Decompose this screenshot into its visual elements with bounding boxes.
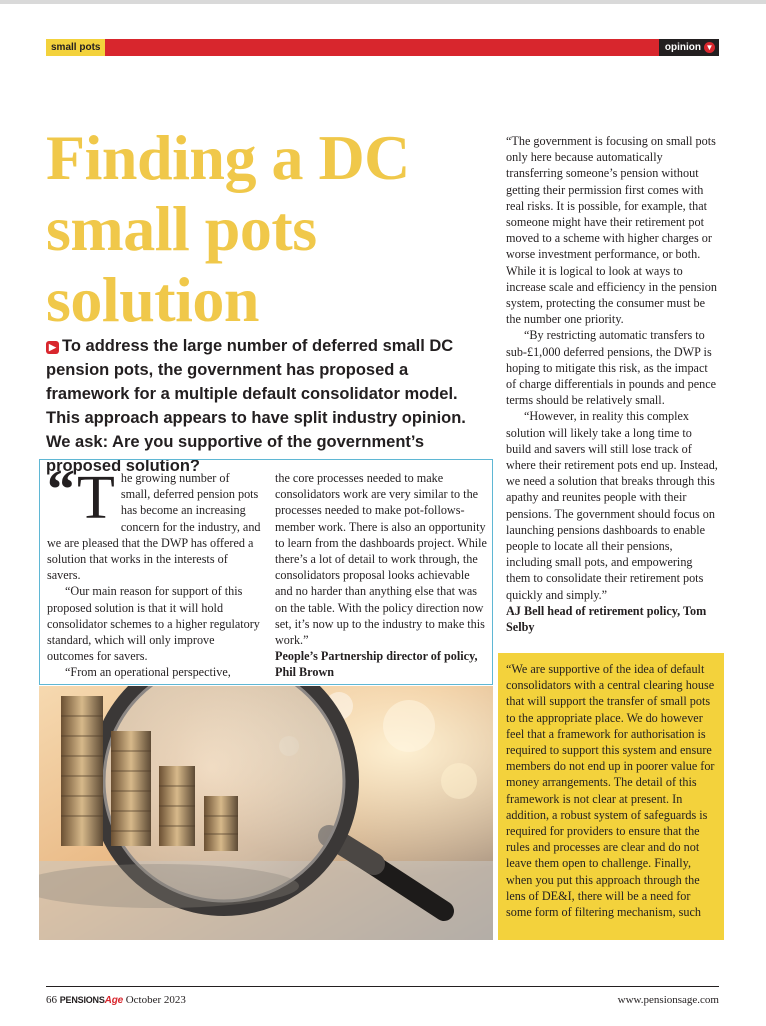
arrow-right-icon: ▶ (46, 341, 59, 354)
quote2-paragraph-1: “The government is focusing on small pots only here because automatically transferring someone’s pension without getting their permission first comes with real risks. It is possible, for example, that someone might have their retirement pot moved to a scheme with higher charges or worse investment performance, or both. While it is logical to look at ways to increase scale and efficiency in the pension system, protecting the consumer must be the number one priority. (506, 134, 717, 327)
quote1-paragraph-3-continued: the core processes needed to make consolidators work are very similar to the processes needed to make pot-follows-member work. There is also an opportunity to learn from the dashboards project. While there’s a lot of detail to work through, the consolidators proposal looks achievable and no harder than anything else that was on the table. With the policy direction now set, it’s now up to the industry to make this work.” (275, 471, 487, 648)
footer-website: www.pensionsage.com (617, 994, 719, 1006)
footer-rule (46, 986, 719, 987)
quote3-paragraph-1: “We are supportive of the idea of default consolidators with a central clearing house that will support the transfer of small pots to the appropriate place. We do however feel that a framework for authorisation is required to support this system and ensure members do not end up in poorer value for money arrangements. The detail of this framework is not clear at present. In addition, a robust system of safeguards is required for providers to ensure that the rules and processes are clear and do not leave them open to challenge. Finally, when you put this approach through the lens of DE&I, there will be a need for some form of filtering mechanism, such (506, 662, 715, 920)
drop-cap: T (77, 464, 115, 532)
issue-date: October 2023 (125, 994, 186, 1006)
quote2-column (506, 133, 719, 635)
quote1-column-2 (275, 470, 490, 681)
publication-logo (60, 995, 123, 1005)
section-header-bar (46, 39, 719, 56)
top-rule (0, 0, 766, 4)
quote2-paragraph-2: “By restricting automatic transfers to sub-£1,000 deferred pensions, the DWP is hoping to mitigate this risk, as the impact of charge differentials in pounds and pence terms should be relatively small. (506, 328, 717, 408)
category-tag (659, 39, 719, 56)
magnifying-glass-coins-photo (39, 686, 493, 940)
quote1-paragraph-2: “Our main reason for support of this proposed solution is that it will hold consolidator schemes to a higher regulatory standard, which will only improve outcomes for savers. (47, 584, 260, 664)
category-label: opinion (664, 42, 701, 53)
quote1-paragraph-1: he growing number of small, deferred pension pots has become an increasing concern for the industry, and we are pleased that the DWP has offered a solution that works in the interests of savers. (47, 471, 261, 583)
section-tag: small pots (46, 39, 105, 56)
article-standfirst (46, 334, 491, 478)
quote2-paragraph-3: “However, in reality this complex solution will likely take a long time to build and savers will still lose track of where their retirement pots end up. Instead, we need a solution that breaks through this apathy and reunites people with their pensions. The government should focus on launching pensions dashboards to enable people to locate all their pensions, including small pots, and empowering them to consolidate their retirement pots quickly and simply.” (506, 409, 718, 602)
quote3-column (506, 661, 719, 920)
article-headline: Finding a DC small pots solution (46, 122, 410, 335)
footer-page-info (46, 993, 186, 1008)
standfirst-text: To address the large number of deferred small DC pension pots, the government has proposed a framework for a multiple default consolidator model. This approach appears to have split industry opinion. We ask: Are you supportive of the government’s proposed solution? (46, 337, 466, 475)
quote1-column-1 (47, 459, 262, 681)
chevron-down-icon: ▼ (705, 43, 714, 52)
quote2-byline: AJ Bell head of retirement policy, Tom Selby (506, 603, 707, 635)
logo-pensions: PENSIONS (59, 995, 105, 1005)
quote1-byline: People’s Partnership director of policy, Phil Brown (275, 649, 478, 680)
logo-age: Age (104, 995, 123, 1006)
quote-mark: “ (47, 459, 75, 521)
page-number: 66 (46, 994, 57, 1006)
quote1-paragraph-3: “From an operational perspective, (65, 665, 231, 680)
